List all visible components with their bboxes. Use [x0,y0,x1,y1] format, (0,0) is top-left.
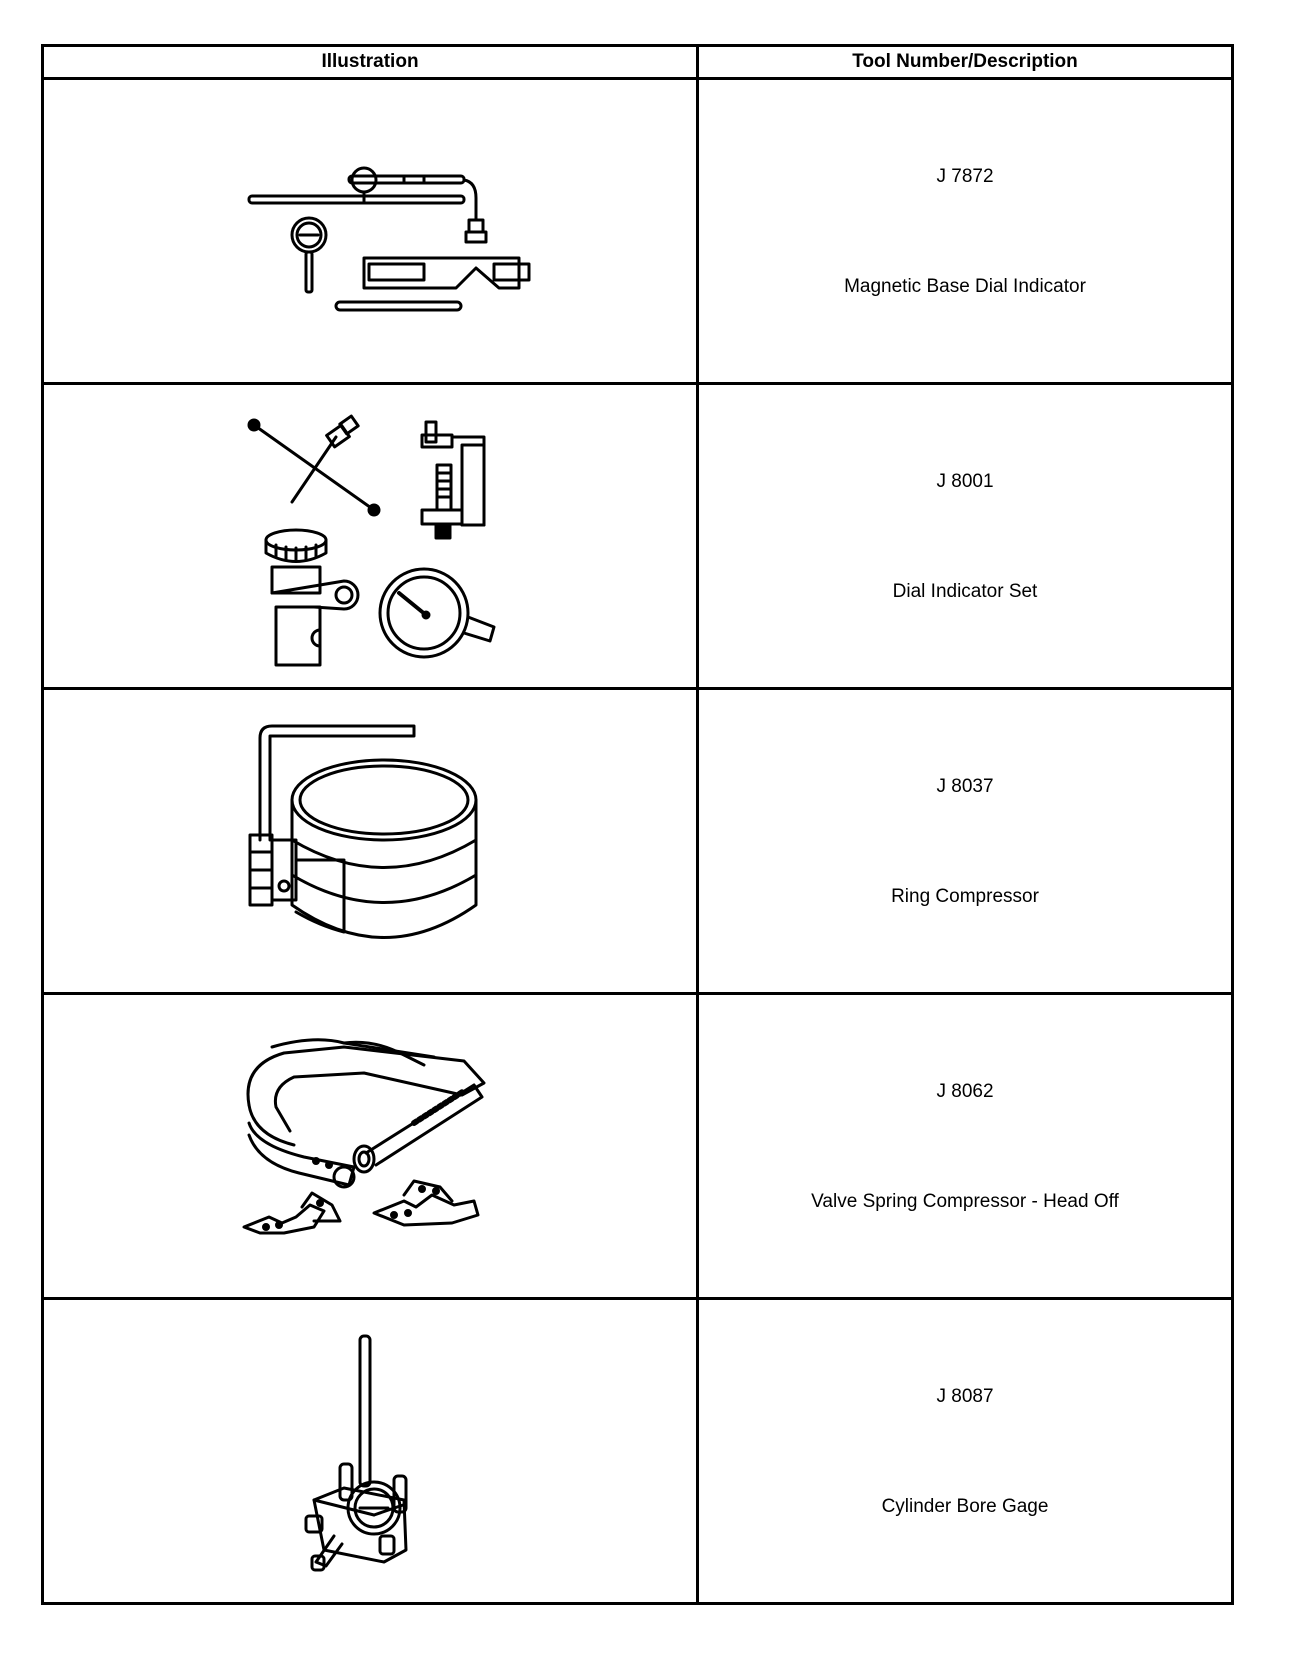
tool-info-cell [698,689,1233,994]
tool-number: J 8001 [936,471,994,492]
valve-spring-compressor-icon [44,995,699,1297]
tool-header: Tool Number/Description [698,46,1233,79]
cylinder-bore-gage-icon [44,1300,699,1602]
illustration-cell [43,1299,698,1604]
magnetic-base-dial-indicator-icon [44,80,699,382]
tool-info-cell [698,384,1233,689]
table-row [43,1299,1233,1604]
tool-description: Ring Compressor [891,886,1039,907]
illustration-cell [43,79,698,384]
illustration-cell [43,384,698,689]
table-row [43,384,1233,689]
tool-table-page [41,44,1231,1605]
tool-number: J 8087 [936,1386,994,1407]
tool-description: Dial Indicator Set [892,581,1038,602]
illustration-cell [43,994,698,1299]
tool-info-cell [698,994,1233,1299]
table-row [43,689,1233,994]
tool-info-cell [698,79,1233,384]
ring-compressor-icon [44,690,699,992]
table-row [43,994,1233,1299]
tool-description: Magnetic Base Dial Indicator [844,276,1086,297]
illustration-cell [43,689,698,994]
tool-description: Valve Spring Compressor - Head Off [811,1191,1119,1212]
tool-description: Cylinder Bore Gage [881,1496,1049,1517]
table-row [43,79,1233,384]
illustration-header: Illustration [43,46,698,79]
header-row [43,46,1233,79]
tool-number: J 8037 [936,776,994,797]
tool-number: J 8062 [936,1081,994,1102]
tool-table [41,44,1234,1605]
tool-info-cell [698,1299,1233,1604]
dial-indicator-set-icon [44,385,699,687]
tool-number: J 7872 [936,166,994,187]
